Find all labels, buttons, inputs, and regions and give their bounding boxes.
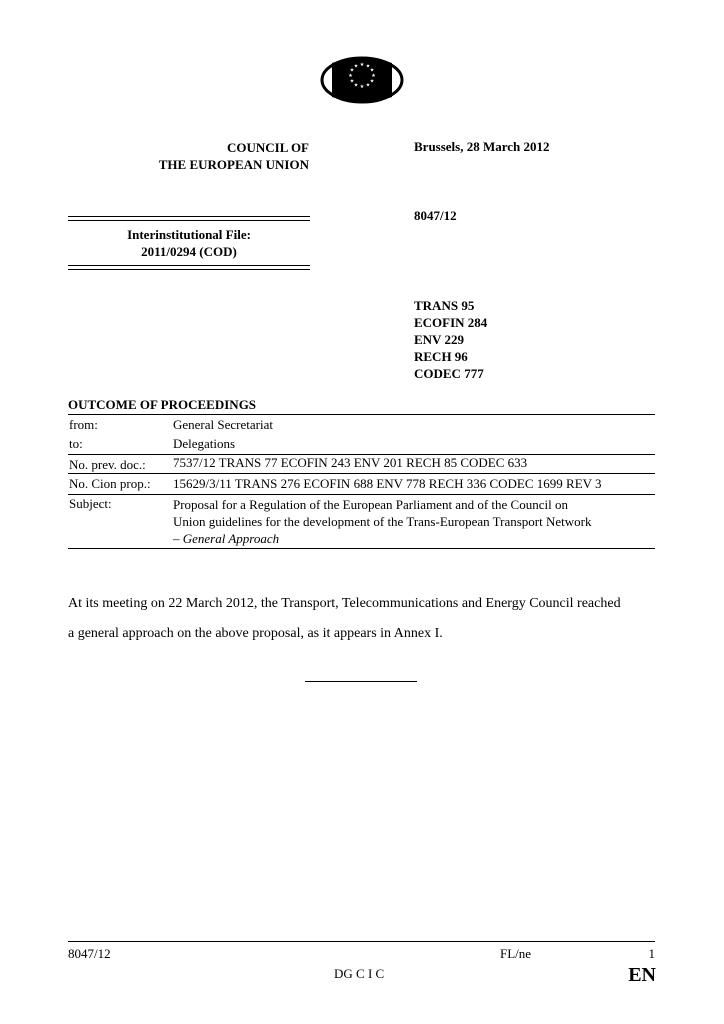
table-row-rule	[68, 494, 655, 495]
svg-text:★: ★	[348, 73, 353, 79]
svg-text:★: ★	[369, 67, 375, 74]
council-line-1: COUNCIL OF	[227, 140, 309, 155]
subject-line-1: Proposal for a Regulation of the European Parliament and of the Council on	[173, 497, 568, 512]
code-item: TRANS 95	[414, 298, 475, 313]
bottom-double-rule	[68, 265, 310, 270]
prev-doc-value: 7537/12 TRANS 77 ECOFIN 243 ENV 201 RECH 85 CODEC 633	[173, 455, 528, 470]
body-line-1: At its meeting on 22 March 2012, the Transport, Telecommunications and Energy Council reached	[68, 596, 621, 611]
code-item: ENV 229	[414, 332, 464, 347]
subject-line-2: Union guidelines for the development of the Trans-European Transport Network	[173, 514, 592, 529]
outcome-heading: OUTCOME OF PROCEEDINGS	[68, 397, 257, 412]
cion-prop-label: No. Cion prop.:	[69, 476, 151, 491]
to-value: Delegations	[173, 436, 236, 451]
svg-text:★: ★	[353, 63, 359, 70]
code-item: CODEC 777	[414, 366, 484, 381]
body-line-2: a general approach on the above proposal, as it appears in Annex I.	[68, 626, 443, 641]
svg-text:★: ★	[349, 67, 355, 74]
svg-text:★: ★	[371, 73, 376, 79]
svg-text:★: ★	[349, 78, 355, 85]
code-item: RECH 96	[414, 349, 468, 364]
svg-text:★: ★	[365, 63, 371, 70]
footer-page-number: 1	[648, 946, 655, 961]
svg-text:★: ★	[359, 84, 365, 90]
council-line-2: THE EUROPEAN UNION	[158, 157, 309, 172]
top-double-rule	[68, 216, 310, 221]
subject-label: Subject:	[69, 496, 112, 511]
subject-value	[173, 496, 653, 547]
council-heading	[110, 139, 309, 173]
document-number: 8047/12	[414, 208, 457, 223]
code-item: ECOFIN 284	[414, 315, 488, 330]
prev-doc-label: No. prev. doc.:	[69, 457, 146, 472]
footer-doc-number: 8047/12	[68, 946, 111, 961]
svg-text:★: ★	[365, 82, 371, 89]
table-top-rule	[68, 414, 655, 415]
table-bottom-rule	[68, 548, 655, 549]
body-paragraph	[68, 589, 658, 649]
interinstitutional-label: Interinstitutional File:	[127, 227, 251, 242]
to-label: to:	[69, 436, 83, 451]
date-line: Brussels, 28 March 2012	[414, 139, 550, 154]
svg-text:★: ★	[353, 82, 359, 89]
from-label: from:	[69, 417, 98, 432]
svg-text:★: ★	[359, 62, 365, 68]
table-row-rule	[68, 473, 655, 474]
from-value: General Secretariat	[173, 417, 273, 432]
svg-text:★: ★	[369, 78, 375, 85]
interinstitutional-number: 2011/0294 (COD)	[141, 244, 237, 259]
footer-language: EN	[628, 964, 656, 986]
end-separator	[305, 681, 417, 682]
cion-prop-value: 15629/3/11 TRANS 276 ECOFIN 688 ENV 778 RECH 336 CODEC 1699 REV 3	[173, 476, 602, 491]
interinstitutional-file	[68, 226, 310, 260]
subject-line-3: – General Approach	[173, 531, 280, 546]
footer-rule	[68, 941, 655, 942]
classification-codes	[414, 297, 487, 382]
footer-initials: FL/ne	[500, 946, 532, 961]
footer-dg: DG C I C	[334, 966, 385, 981]
council-emblem-icon	[318, 55, 406, 105]
